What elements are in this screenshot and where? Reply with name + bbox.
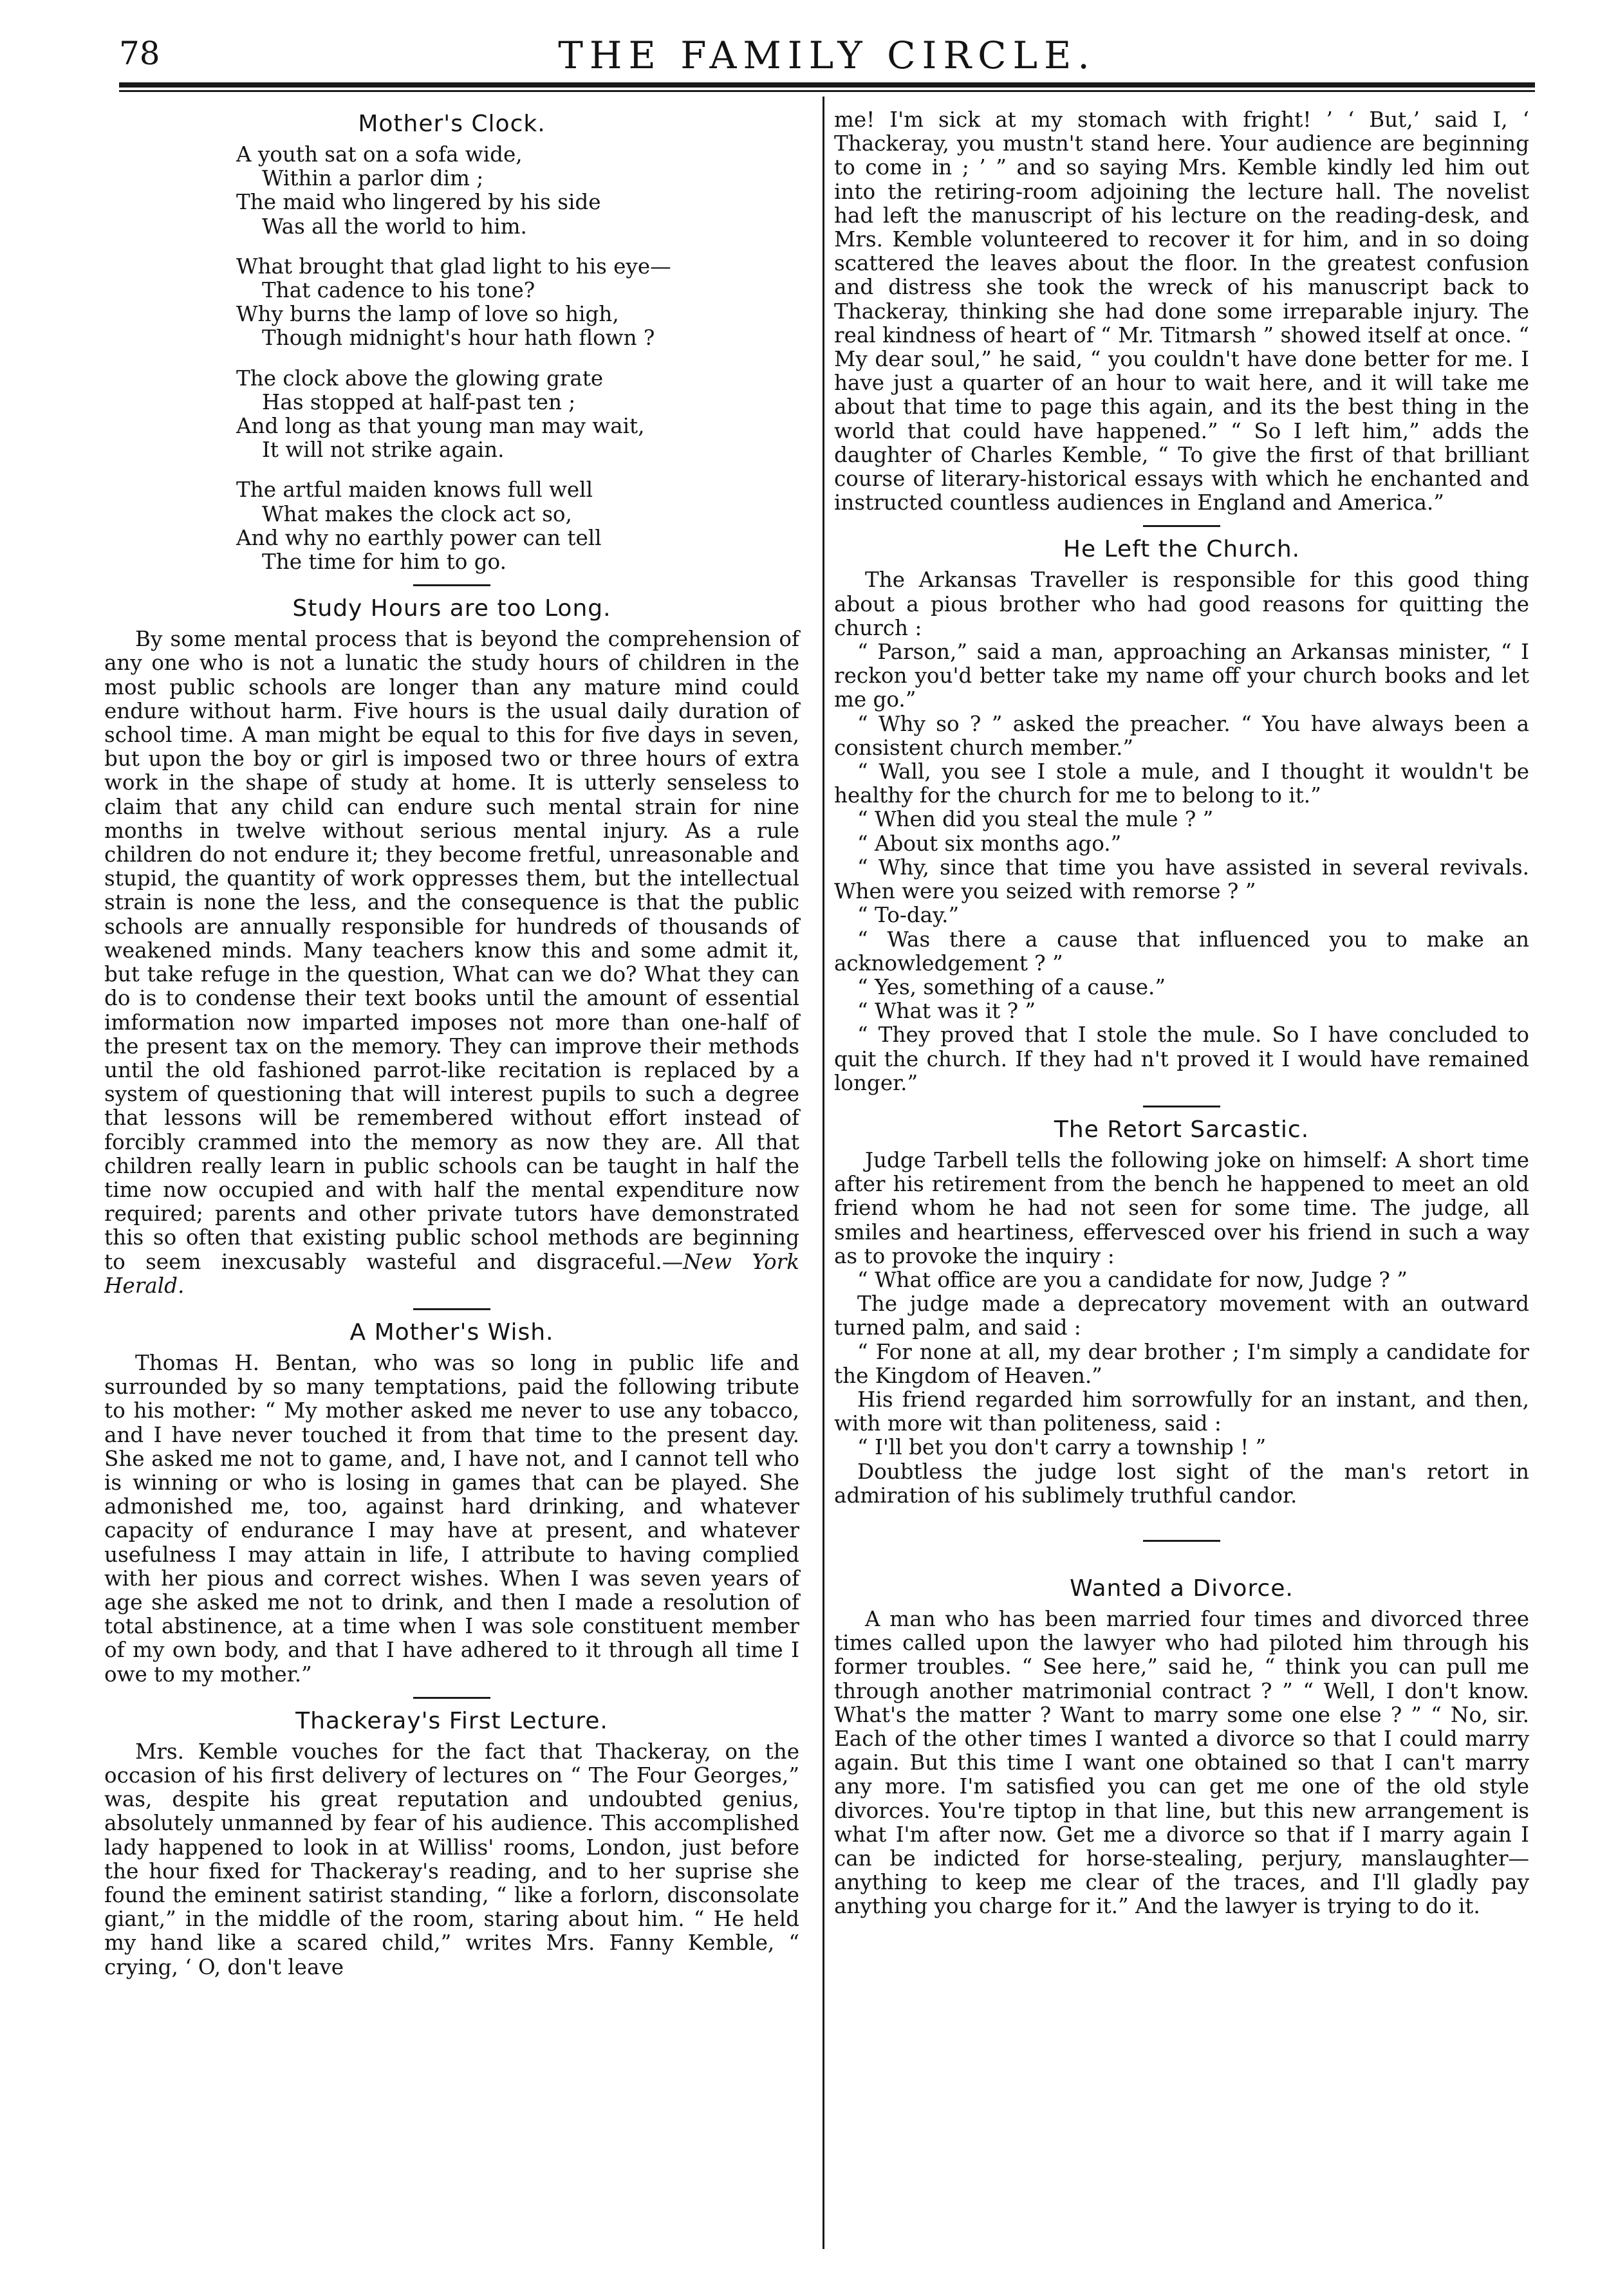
masthead-title: THE FAMILY CIRCLE.: [558, 33, 1096, 77]
article-divorce: [834, 1575, 1529, 1919]
article-paragraph: Thomas H. Bentan, who was so long in public life and surrounded by so many temptations, paid the following tribute to his mother: “ My mother asked me never to use any tobacco, and I have never touched it from that time to the present day. She asked me not to game, and, I have not, and I cannot tell who is winning or who is losing in games that can be played. She admonished me, too, against hard drinking, and whatever capacity of endurance I may have at present, and whatever usefulness I may attain in life, I attribute to having complied with her pious and correct wishes. When I was seven years of age she asked me not to drink, and then I made a resolution of total abstinence, at a time when I was sole constituent member of my own body, and that I have adhered to it through all time I owe to my mother.”: [104, 1350, 799, 1687]
spacer: [834, 1551, 1529, 1573]
section-separator: [413, 584, 490, 586]
article-mothers-clock: [104, 111, 799, 574]
section-separator: [1143, 525, 1220, 527]
header-rule-thin: [119, 90, 1535, 92]
poem-line: Within a parlor dim ;: [262, 166, 484, 191]
article-paragraph: [104, 627, 799, 1298]
article-paragraph: The judge made a deprecatory movement with an outward turned palm, and said :: [834, 1292, 1529, 1340]
right-column: [834, 108, 1529, 1919]
article-paragraph: Mrs. Kemble vouches for the fact that Thackeray, on the occasion of his first delivery of lectures on “ The Four Georges,” was, despite his great reputation and undoubted genius, absolutely unmanned by fear of his audience. This accomplished lady happened to look in at Williss' rooms, London, just before the hour fixed for Thackeray's reading, and to her suprise she found the eminent satirist standing, “ like a forlorn, disconsolate giant,” in the middle of the room, staring about him. “ He held my hand like a scared child,” writes Mrs. Fanny Kemble, “ crying, ‘ O, don't leave: [104, 1739, 799, 1979]
article-paragraph: A man who has been married four times and divorced three times called upon the lawyer who had piloted him through his former troubles. “ See here,” said he, “ think you can pull me through another matrimonial contract ? ” “ Well, I don't know. What's the matter ? Want to marry some one else ? ” “ No, sir. Each of the other times I wanted a divorce so that I could marry again. But this time I want one obtained so that I can't marry any more. I'm satisfied you can get me one of the old style divorces. You're tiptop in that line, but this new arrangement is what I'm after now. Get me a divorce so that if I marry again I can be indicted for horse-stealing, perjury, manslaughter—anything to keep me clear of the traces, and I'll gladly pay anything you charge for it.” And the lawyer is trying to do it.: [834, 1606, 1529, 1919]
poem-stanza: [236, 143, 799, 239]
article-paragraph: “ Parson,” said a man, approaching an Arkansas minister, “ I reckon you'd better take my name off your church books and let me go.”: [834, 640, 1529, 712]
article-title: Mother's Clock.: [358, 111, 546, 137]
poem-line: The maid who lingered by his side: [236, 190, 601, 215]
poem-line: Was all the world to him.: [262, 214, 527, 239]
article-study-hours: [104, 595, 799, 1298]
poem-line: A youth sat on a sofa wide,: [236, 142, 523, 167]
section-separator: [413, 1697, 490, 1699]
poem-stanza: [236, 255, 799, 351]
page-header: [119, 31, 1535, 82]
poem-stanza: [236, 478, 799, 574]
section-separator: [1143, 1540, 1220, 1542]
left-column: [104, 108, 799, 1979]
article-title: Study Hours are too Long.: [292, 595, 611, 622]
article-paragraph: “ Was there a cause that influenced you to make an acknowledgement ? ”: [834, 927, 1529, 976]
column-divider: [823, 97, 824, 2249]
article-source: New York Herald.: [104, 1249, 799, 1298]
article-continuation: me! I'm sick at my stomach with fright! ’ ‘ But,’ said I, ‘ Thackeray, you mustn't stand here. Your audience are beginning to come in ; ’ ” and so saying Mrs. Kemble kindly led him out into the retiring-room adjoining the lecture hall. The novelist had left the manuscript of his lecture on the reading-desk, and Mrs. Kemble volunteered to recover it for him, and in so doing scattered the leaves about the floor. In the greatest confusion and distress she took the wreck of his manuscript back to Thackeray, thinking she had done some irreparable injury. The real kindness of heart of “ Mr. Titmarsh ” showed itself at once. “ My dear soul,” he said, “ you couldn't have done better for me. I have just a quarter of an hour to wait here, and it will take me about that time to page this again, and its the best thing in the world that could have happened.” “ So I left him,” adds the daughter of Charles Kemble, “ To give the first of that brilliant course of literary-historical essays with which he enchanted and instructed countless audiences in England and America.”: [834, 107, 1529, 515]
poem-line: And long as that young man may wait,: [236, 414, 645, 439]
article-paragraph: Doubtless the judge lost sight of the man's retort in admiration of his sublimely truthful candor.: [834, 1459, 1529, 1508]
article-thackeray: [104, 1708, 799, 1979]
article-title: Wanted a Divorce.: [1070, 1575, 1294, 1602]
poem-line: What makes the clock act so,: [262, 501, 572, 526]
article-paragraph: “ To-day.”: [857, 903, 960, 928]
section-separator: [1143, 1106, 1220, 1107]
article-body: By some mental process that is beyond the comprehension of any one who is not a lunatic the study hours of children in the most public schools are longer than any mature mind could endure without harm. Five hours is the usual daily duration of school time. A man might be equal to this for five days in seven, but upon the boy or girl is imposed two or three hours of extra work in the shape of study at home. It is utterly senseless to claim that any child can endure such mental strain for nine months in twelve without serious mental injury. As a rule children do not endure it; they become fretful, unreasonable and stupid, the quantity of work oppresses them, but the intellectual strain is none the less, and the consequence is that the public schools are annually responsible for hundreds of thousands of weakened minds. Many teachers know this and some admit it, but take refuge in the question, What can we do? What they can do is to condense their text books until the amount of essential imformation now imparted imposes not more than one-half of the present tax on the memory. They can improve their methods until the old fashioned parrot-like recitation is replaced by a system of questioning that will interest pupils to such a degree that lessons will be remembered without effort instead of forcibly crammed into the memory as now they are. All that children really learn in public schools can be taught in half the time now occupied and with half the mental expenditure now required; parents and other private tutors have demonstrated this so often that existing public school methods are beginning to seem inexcusably wasteful and disgraceful.—: [104, 627, 799, 1274]
poem-stanza: [236, 367, 799, 463]
poem: [236, 143, 799, 574]
article-paragraph: “ What was it ? ”: [857, 999, 1036, 1024]
article-paragraph: “ For none at all, my dear brother ; I'm simply a candidate for the Kingdom of Heaven.”: [834, 1339, 1529, 1388]
header-rule-thick: [119, 82, 1535, 88]
page-number: 78: [119, 35, 160, 72]
article-mothers-wish: [104, 1319, 799, 1687]
article-paragraph: “ About six months ago.”: [857, 831, 1122, 856]
poem-line: What brought that glad light to his eye—: [236, 254, 671, 279]
article-paragraph: “ Why, since that time you have assisted in several revivals. When were you seized with remorse ? ”: [834, 855, 1529, 904]
article-paragraph: “ They proved that I stole the mule. So I have concluded to quit the church. If they had n't proved it I would have remained longer.”: [834, 1023, 1529, 1095]
article-paragraph: “ When did you steal the mule ? ”: [857, 807, 1214, 832]
article-paragraph: “ Wall, you see I stole a mule, and I thought it wouldn't be healthy for the church for me to belong to it.”: [834, 759, 1529, 808]
article-title: Thackeray's First Lecture.: [295, 1707, 608, 1734]
poem-line: Has stopped at half-past ten ;: [262, 389, 576, 414]
poem-line: Though midnight's hour hath flown ?: [262, 326, 655, 351]
article-paragraph: “ Why so ? ” asked the preacher. “ You have always been a consistent church member.”: [834, 711, 1529, 760]
poem-line: The clock above the glowing grate: [236, 366, 604, 391]
poem-line: That cadence to his tone?: [262, 278, 535, 303]
article-paragraph: Judge Tarbell tells the following joke on himself: A short time after his retirement from the bench he happened to meet an old friend whom he had not seen for some time. The judge, all smiles and heartiness, effervesced over his friend in such a way as to provoke the inquiry :: [834, 1147, 1529, 1268]
article-left-church: [834, 536, 1529, 1095]
article-paragraph: “ Yes, something of a cause.”: [857, 974, 1166, 999]
article-title: The Retort Sarcastic.: [1054, 1116, 1310, 1143]
article-paragraph: “ What office are you a candidate for now, Judge ? ”: [857, 1267, 1408, 1292]
poem-line: The time for him to go.: [262, 550, 507, 575]
poem-line: The artful maiden knows full well: [236, 477, 593, 503]
poem-line: Why burns the lamp of love so high,: [236, 302, 619, 327]
article-paragraph: His friend regarded him sorrowfully for an instant, and then, with more wit than politeness, said :: [834, 1387, 1529, 1436]
poem-line: It will not strike again.: [262, 438, 505, 463]
article-paragraph: “ I'll bet you don't carry a township ! ”: [857, 1435, 1267, 1460]
section-separator: [413, 1308, 490, 1310]
article-title: He Left the Church.: [1063, 536, 1301, 563]
spacer: [834, 1508, 1529, 1530]
article-retort: [834, 1116, 1529, 1508]
poem-line: And why no earthly power can tell: [236, 525, 602, 550]
article-paragraph: The Arkansas Traveller is responsible for this good thing about a pious brother who had good reasons for quitting the church :: [834, 568, 1529, 640]
article-title: A Mother's Wish.: [349, 1319, 554, 1346]
